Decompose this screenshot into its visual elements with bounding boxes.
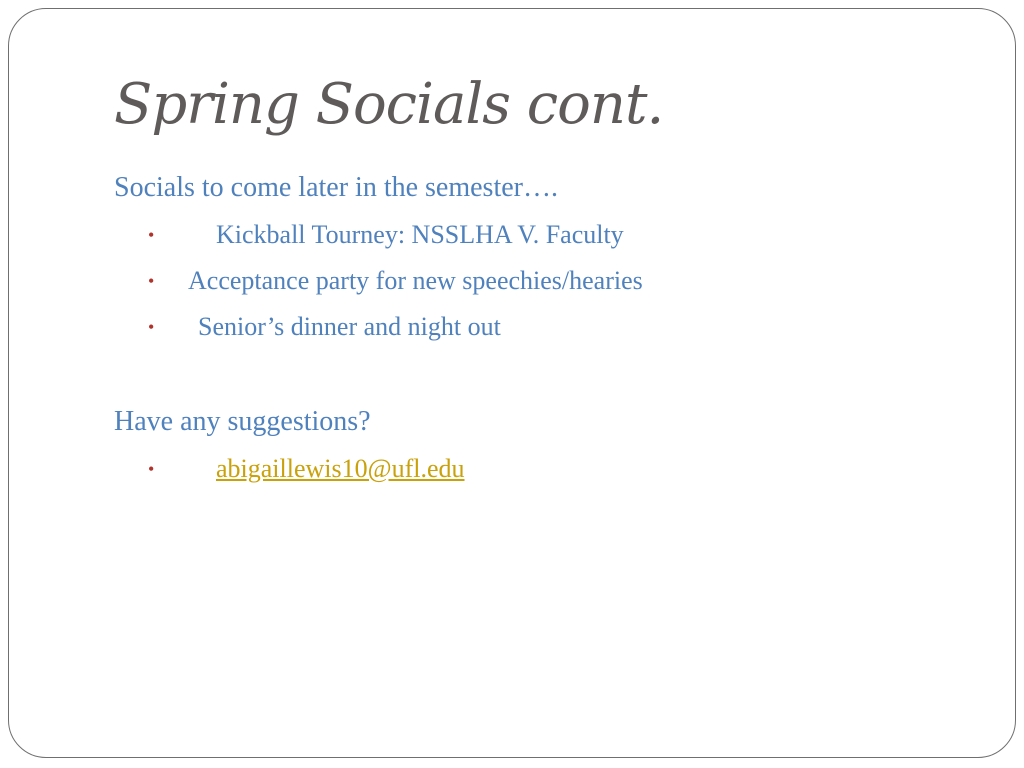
spacer bbox=[114, 350, 974, 402]
list-item bbox=[114, 258, 974, 304]
intro-text: Socials to come later in the semester…. bbox=[114, 172, 558, 203]
bullet-icon: • bbox=[148, 459, 155, 479]
slide-body bbox=[114, 168, 974, 492]
bullet-icon: • bbox=[148, 317, 155, 337]
list-item-text: Kickball Tourney: NSSLHA V. Faculty bbox=[216, 220, 624, 249]
list-item bbox=[114, 304, 974, 350]
suggestions-question: Have any suggestions? bbox=[114, 406, 371, 437]
list-item bbox=[114, 446, 974, 492]
bullet-icon: • bbox=[148, 271, 155, 291]
list-item-text: Acceptance party for new speechies/hearies bbox=[188, 266, 643, 295]
list-item-text: Senior’s dinner and night out bbox=[198, 312, 501, 341]
slide-title: Spring Socials cont. bbox=[114, 72, 664, 137]
upcoming-socials-list bbox=[114, 212, 974, 350]
contact-list bbox=[114, 446, 974, 492]
bullet-icon: • bbox=[148, 225, 155, 245]
email-link[interactable]: abigaillewis10@ufl.edu bbox=[216, 454, 465, 483]
list-item bbox=[114, 212, 974, 258]
